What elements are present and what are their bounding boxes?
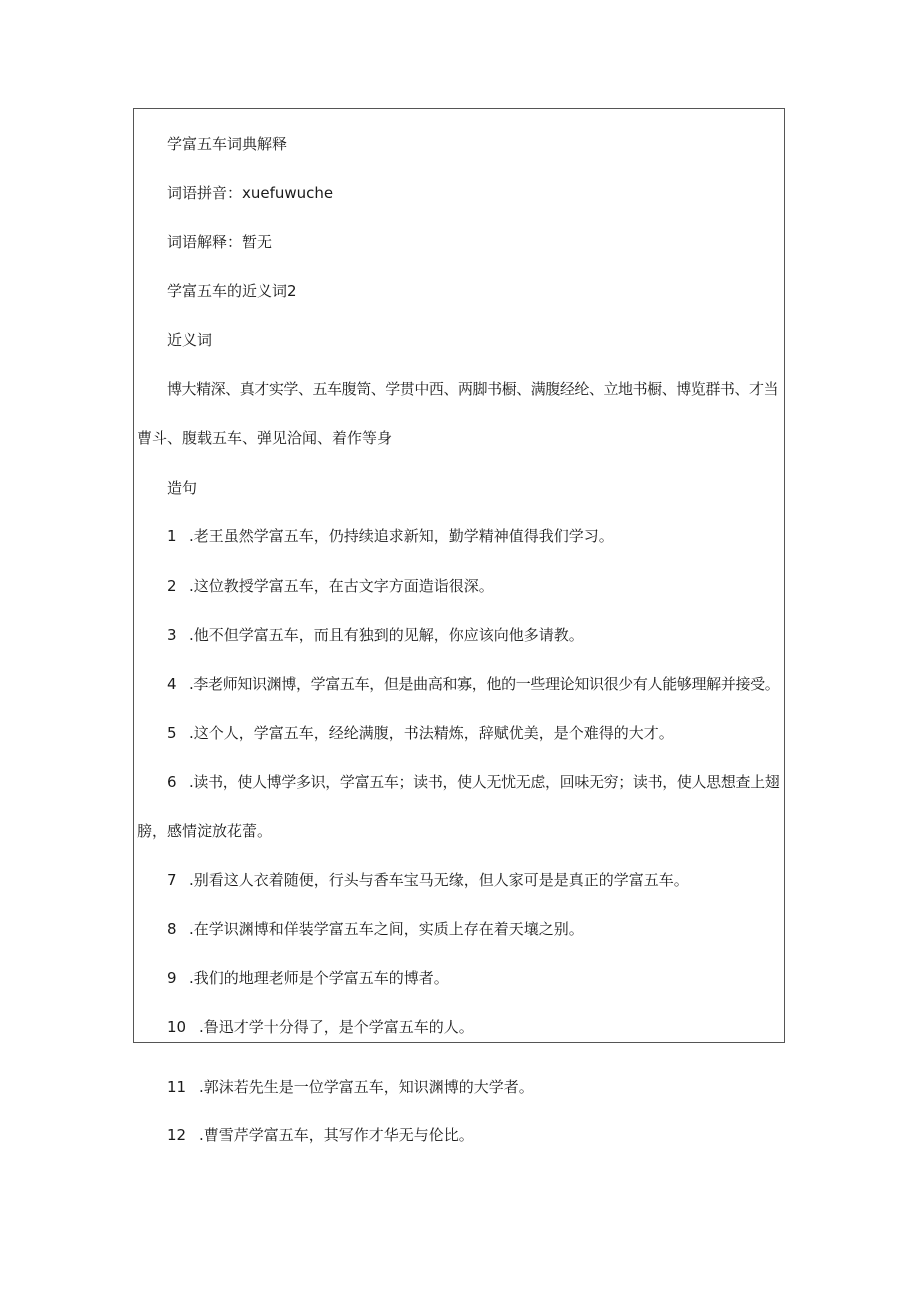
- meaning-line: 词语解释：暂无: [167, 233, 273, 251]
- sentence-text: .读书，使人博学多识，学富五车；读书，使人无忧无虑，回味无穷；读书，使人思想查上翅: [189, 773, 780, 791]
- sentence-text: .郭沫若先生是一位学富五车，知识渊博的大学者。: [199, 1078, 534, 1096]
- sentence-text: .在学识渊博和佯装学富五车之间，实质上存在着天壤之别。: [189, 920, 584, 938]
- sentence-number: 12: [167, 1126, 187, 1144]
- sentence-text: .这位教授学富五车，在古文字方面造诣很深。: [189, 577, 494, 595]
- synonyms-heading: 学富五车的近义词2: [167, 282, 297, 300]
- sentence-number: 11: [167, 1078, 187, 1096]
- sentences-label: 造句: [167, 479, 198, 497]
- pinyin-line: 词语拼音：xuefuwuche: [167, 184, 334, 202]
- sentence-text: .曹雪芹学富五车，其写作才华无与伦比。: [199, 1126, 474, 1144]
- sentence-number: 5: [167, 724, 177, 742]
- sentence-number: 4: [167, 675, 177, 693]
- sentence-text: .这个人，学富五车，经纶满腹，书法精炼，辞赋优美，是个难得的大才。: [189, 724, 674, 742]
- sentence-number: 10: [167, 1018, 187, 1036]
- sentence-number: 1: [167, 527, 177, 545]
- sentence-number: 8: [167, 920, 177, 938]
- sentence-number: 6: [167, 773, 177, 791]
- sentence-text: .李老师知识渊博，学富五车，但是曲高和寡，他的一些理论知识很少有人能够理解并接受。: [189, 675, 780, 693]
- sentence-text-continuation: 膀，感情淀放花蕾。: [137, 822, 273, 840]
- sentence-number: 2: [167, 577, 177, 595]
- sentence-text: .他不但学富五车，而且有独到的见解，你应该向他多请教。: [189, 626, 584, 644]
- synonyms-label: 近义词: [167, 331, 213, 349]
- sentence-number: 7: [167, 871, 177, 889]
- sentence-number: 3: [167, 626, 177, 644]
- sentence-text: .鲁迅才学十分得了，是个学富五车的人。: [199, 1018, 474, 1036]
- synonyms-list-line2: 曹斗、腹载五车、弹见洽闻、着作等身: [137, 429, 393, 447]
- sentence-number: 9: [167, 969, 177, 987]
- dictionary-heading: 学富五车词典解释: [167, 135, 288, 153]
- synonyms-list-line1: 博大精深、真才实学、五车腹笥、学贯中西、两脚书橱、满腹经纶、立地书橱、博览群书、才当: [167, 380, 779, 398]
- sentence-text: .老王虽然学富五车，仍持续追求新知，勤学精神值得我们学习。: [189, 527, 614, 545]
- sentence-text: .我们的地理老师是个学富五车的博者。: [189, 969, 449, 987]
- sentence-text: .别看这人衣着随便，行头与香车宝马无缘，但人家可是是真正的学富五车。: [189, 871, 689, 889]
